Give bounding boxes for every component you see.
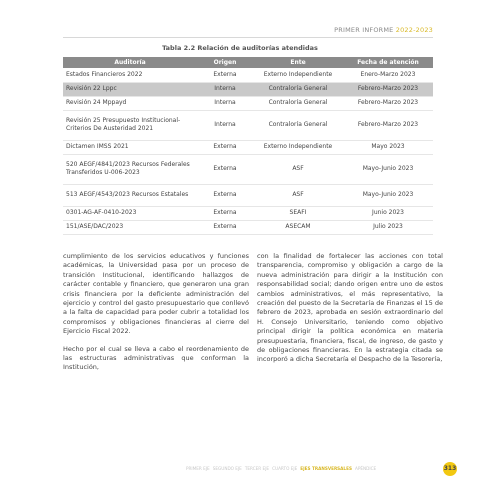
cell-origen: Interna xyxy=(197,110,253,140)
page-header xyxy=(334,26,433,34)
footer-tab-segundo-eje[interactable]: SEGUNDO EJE xyxy=(212,466,242,471)
cell-fecha: Febrero-Marzo 2023 xyxy=(343,82,433,96)
table-row xyxy=(63,110,433,140)
cell-origen: Externa xyxy=(197,154,253,184)
cell-origen: Externa xyxy=(197,140,253,154)
table-row xyxy=(63,82,433,96)
cell-fecha: Febrero-Marzo 2023 xyxy=(343,96,433,110)
footer-tab-ejes-transversales[interactable]: EJES TRANSVERSALES xyxy=(300,466,352,471)
column-header: Ente xyxy=(253,57,343,68)
cell-auditoria: Revisión 22 Lppc xyxy=(63,82,197,96)
body-column-left xyxy=(63,252,249,381)
table-row xyxy=(63,68,433,82)
cell-auditoria: Revisión 24 Mppayd xyxy=(63,96,197,110)
body-column-right xyxy=(257,252,443,373)
header-years: 2022-2023 xyxy=(395,26,433,34)
cell-fecha: Julio 2023 xyxy=(343,220,433,234)
cell-auditoria: 151/ASE/DAC/2023 xyxy=(63,220,197,234)
header-prefix: PRIMER INFORME xyxy=(334,26,394,34)
cell-fecha: Mayo-Junio 2023 xyxy=(343,184,433,206)
cell-auditoria: Revisión 25 Presupuesto Institucional-Criterios De Austeridad 2021 xyxy=(63,110,197,140)
footer-nav xyxy=(186,466,379,471)
table-row xyxy=(63,206,433,220)
cell-ente: Externo Independiente xyxy=(253,140,343,154)
cell-origen: Externa xyxy=(197,220,253,234)
cell-ente: Contraloría General xyxy=(253,82,343,96)
cell-ente: Contraloría General xyxy=(253,110,343,140)
footer-tab-primer-eje[interactable]: PRIMER EJE xyxy=(186,466,210,471)
cell-ente: ASF xyxy=(253,184,343,206)
page-number-badge: 313 xyxy=(443,462,457,476)
cell-fecha: Enero-Marzo 2023 xyxy=(343,68,433,82)
column-header: Fecha de atención xyxy=(343,57,433,68)
cell-ente: Externo Independiente xyxy=(253,68,343,82)
cell-origen: Externa xyxy=(197,184,253,206)
table-row xyxy=(63,154,433,184)
cell-auditoria: Dictamen IMSS 2021 xyxy=(63,140,197,154)
cell-fecha: Mayo-Junio 2023 xyxy=(343,154,433,184)
cell-origen: Interna xyxy=(197,82,253,96)
table-title: Tabla 2.2 Relación de auditorías atendidas xyxy=(162,44,318,52)
column-header: Auditoría xyxy=(63,57,197,68)
footer-tab-apendice[interactable]: APÉNDICE xyxy=(354,466,377,471)
body-paragraph: Hecho por el cual se lleva a cabo el reordenamiento de las estructuras administrativas que conforman la Institución, xyxy=(63,344,249,372)
cell-auditoria: 0301-AG-AF-0410-2023 xyxy=(63,206,197,220)
table-row xyxy=(63,96,433,110)
cell-auditoria: 513 AEGF/4543/2023 Recursos Estatales xyxy=(63,184,197,206)
footer-tab-cuarto-eje[interactable]: CUARTO EJE xyxy=(272,466,298,471)
header-divider xyxy=(63,37,433,38)
table-header-row xyxy=(63,57,433,68)
cell-ente: ASF xyxy=(253,154,343,184)
cell-origen: Externa xyxy=(197,206,253,220)
cell-ente: ASECAM xyxy=(253,220,343,234)
table-row xyxy=(63,220,433,234)
table-row xyxy=(63,184,433,206)
audits-table xyxy=(63,57,433,235)
cell-fecha: Mayo 2023 xyxy=(343,140,433,154)
cell-origen: Externa xyxy=(197,68,253,82)
cell-fecha: Febrero-Marzo 2023 xyxy=(343,110,433,140)
body-paragraph: con la finalidad de fortalecer las acciones con total transparencia, compromiso y obligación a cargo de la nueva administración para dirigir a la Institución con responsabilidad social; dando origen entre uno de estos cambios administrativos, el más representativo, la creación del puesto de la Secretaría de Finanzas el 15 de febrero de 2023, aprobada en sesión extraordinario del H. Consejo Universitario, teniendo como objetivo principal dirigir la política económica en materia presupuestaria, financiera, fiscal, de ingreso, de gasto y de obligaciones financieras. En la estrategia citada se incorporó a dicha Secretaría el Despacho de la Tesorería, xyxy=(257,252,443,364)
footer-tab-tercer-eje[interactable]: TERCER EJE xyxy=(244,466,270,471)
table-row xyxy=(63,140,433,154)
cell-auditoria: Estados Financieros 2022 xyxy=(63,68,197,82)
body-paragraph: cumplimiento de los servicios educativos y funciones académicas, la Universidad pasa por un proceso de transición Institucional, identificando hallazgos de carácter contable y financiero, que generaron una gran crisis financiera por la deficiente administración del ejercicio y control del gasto presupuestario que conllevó a la falta de capacidad para poder cubrir a totalidad los compromisos y obligaciones financieras al cierre del Ejercicio Fiscal 2022. xyxy=(63,252,249,336)
cell-ente: Contraloría General xyxy=(253,96,343,110)
column-header: Origen xyxy=(197,57,253,68)
cell-fecha: Junio 2023 xyxy=(343,206,433,220)
cell-auditoria: 520 AEGF/4841/2023 Recursos Federales Transferidos U-006-2023 xyxy=(63,154,197,184)
cell-origen: Interna xyxy=(197,96,253,110)
cell-ente: SEAFI xyxy=(253,206,343,220)
